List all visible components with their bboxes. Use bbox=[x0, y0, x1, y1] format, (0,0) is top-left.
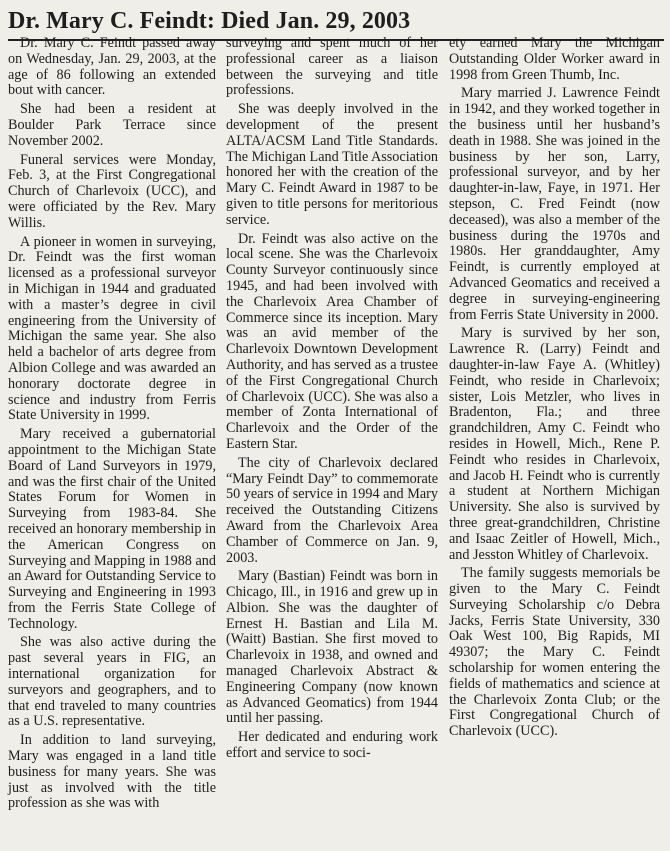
paragraph: A pioneer in women in surveying, Dr. Feindt was the first woman licensed as a professional surveyor in Michigan in 1944 and graduated with a master’s degree in civil engineering from the University of Michigan the same year. She also held a bachelor of arts degree from Albion College and was awarded an honorary doctorate degree in science and industry from Ferris State University in 1999. bbox=[8, 233, 216, 424]
column-1 bbox=[8, 36, 216, 812]
paragraph: In addition to land surveying, Mary was engaged in a land title business for many years. She was just as involved with the title profession as she was with bbox=[8, 732, 216, 812]
column-2 bbox=[226, 36, 438, 762]
paragraph-continued: surveying and spent much of her professional career as a liaison between the surveying and title professions. bbox=[226, 35, 438, 99]
paragraph: She had been a resident at Boulder Park Terrace since November 2002. bbox=[8, 101, 216, 149]
paragraph: She was also active during the past several years in FIG, an international organization for surveyors and geographers, and to that end traveled to many countries as a U.S. representative. bbox=[8, 634, 216, 730]
column-3 bbox=[449, 36, 660, 740]
paragraph: Mary is survived by her son, Lawrence R. (Larry) Feindt and daughter-in-law Faye A. (Whitley) Feindt, who reside in Charlevoix; sister, Lois Metzler, who lives in Bradenton, Fla.; and three grandchildren, Amy C. Feindt who resides in Howell, Mich., Rene P. Feindt who resides in Charlevoix, and Jacob H. Feindt who is currently a student at Northern Michigan University. She also is survived by three great-grandchildren, Christine and Isaac Zeitler of Howell, Mich., and Jesston Whitley of Charlevoix. bbox=[449, 325, 660, 563]
headline: Dr. Mary C. Feindt: Died Jan. 29, 2003 bbox=[8, 8, 411, 34]
paragraph: The city of Charlevoix declared “Mary Feindt Day” to commemorate 50 years of service in 1994 and Mary received the Outstanding Citizens Award from the Charlevoix Area Chamber of Commerce on Jan. 9, 2003. bbox=[226, 454, 438, 566]
paragraph-continued: ety earned Mary the Michigan Outstanding Older Worker award in 1998 from Green Thumb, Inc. bbox=[449, 35, 660, 83]
paragraph: Mary married J. Lawrence Feindt in 1942, and they worked together in the business until her husband’s death in 1988. She was joined in the business by her son, Larry, professional surveyor, and by her daughter-in-law, Faye, in 1971. Her stepson, C. Fred Feindt (now deceased), was also a member of the business during the 1970s and 1980s. Her granddaughter, Amy Feindt, is currently employed at Advanced Geomatics and received a degree in surveying-engineering from Ferris State University in 2000. bbox=[449, 85, 660, 323]
paragraph: Dr. Mary C. Feindt passed away on Wednesday, Jan. 29, 2003, at the age of 86 following an extended bout with cancer. bbox=[8, 35, 216, 99]
paragraph: She was deeply involved in the development of the present ALTA/ACSM Land Title Standards. The Michigan Land Title Association honored her with the creation of the Mary C. Feindt Award in 1987 to be given to title persons for meritorious service. bbox=[226, 101, 439, 228]
paragraph: Dr. Feindt was also active on the local scene. She was the Charlevoix County Surveyor continuously since 1945, and had been involved with the Charlevoix Area Chamber of Commerce since its inception. Mary was an avid member of the Charlevoix Downtown Development Authority, and has served as a trustee of the First Congregational Church of Charlevoix (UCC). She was also a member of Zonta International of Charlevoix and the Order of the Eastern Star. bbox=[226, 230, 438, 452]
paragraph: Her dedicated and enduring work effort and service to soci- bbox=[226, 729, 438, 762]
paragraph: Funeral services were Monday, Feb. 3, at the First Congregational Church of Charlevoix (UCC), and were officiated by the Rev. Mary Willis. bbox=[8, 151, 216, 231]
paragraph: The family suggests memorials be given to the Mary C. Feindt Surveying Scholarship c/o Debra Jacks, Ferris State University, 330 Oak West 100, Big Rapids, MI 49307; the Mary C. Feindt scholarship for women entering the fields of mathematics and science at the Charlevoix Zonta Club; or the First Congregational Church of Charlevoix (UCC). bbox=[449, 565, 660, 740]
paragraph: Mary received a gubernatorial appointment to the Michigan State Board of Land Surveyors in 1979, and was the first chair of the United States Forum for Women in Surveying from 1983-84. She received an honorary membership in the American Congress on Surveying and Mapping in 1988 and an Award for Outstanding Service to Surveying and Engineering in 1993 from the Ferris State College of Technology. bbox=[8, 426, 217, 632]
paragraph: Mary (Bastian) Feindt was born in Chicago, Ill., in 1916 and grew up in Albion. She was the daughter of Ernest H. Bastian and Lila M. (Waitt) Bastian. She first moved to Charlevoix in 1938, and owned and managed Charlevoix Abstract & Engineering Company (now known as Advanced Geomatics) from 1944 until her passing. bbox=[226, 568, 438, 727]
